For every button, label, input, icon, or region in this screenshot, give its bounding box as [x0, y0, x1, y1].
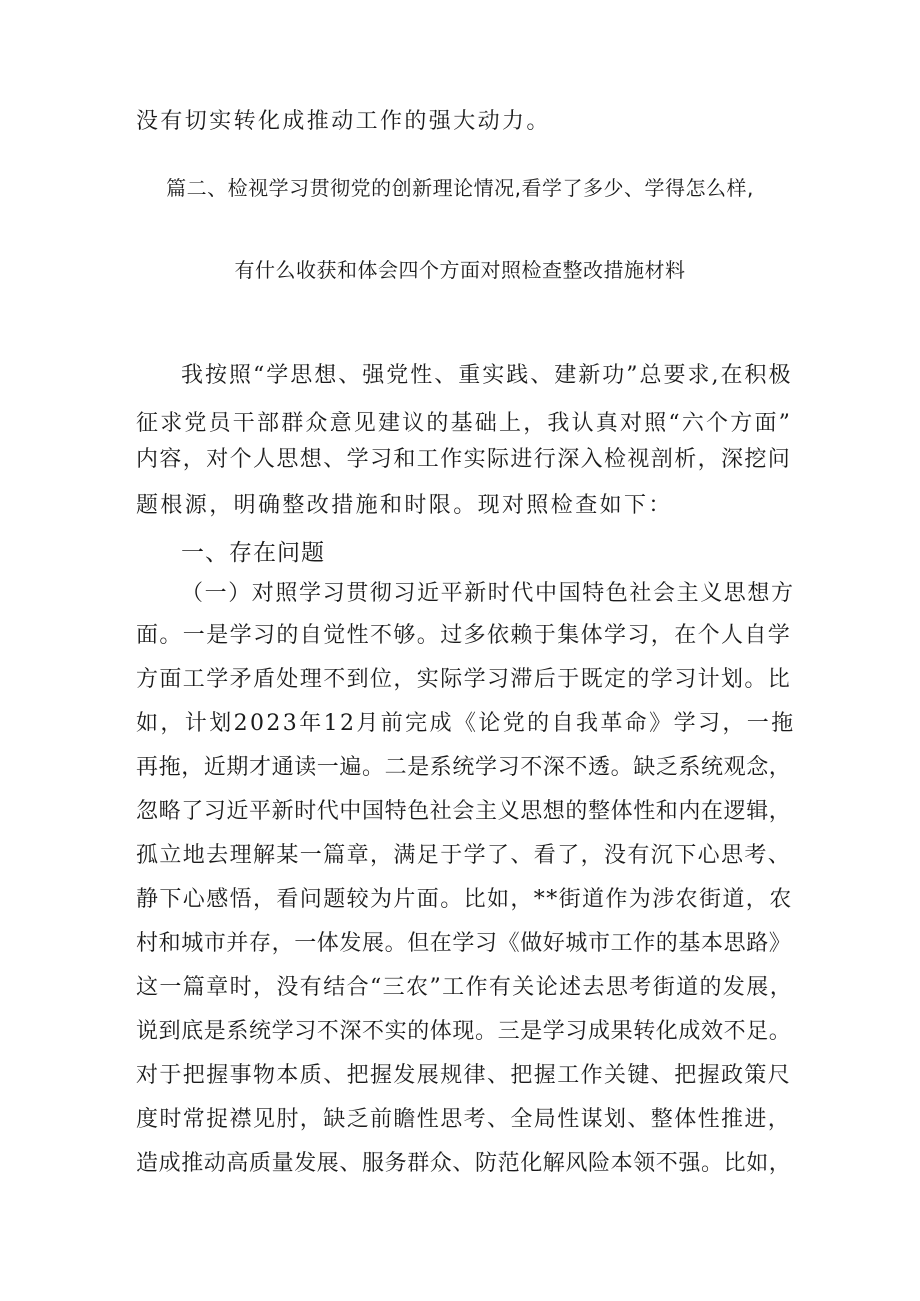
body-paragraph-line: 忽略了习近平新时代中国特色社会主义思想的整体性和内在逻辑， [136, 799, 792, 824]
body-paragraph-line: （一）对照学习贯彻习近平新时代中国特色社会主义思想方 [181, 581, 795, 606]
body-paragraph-line: 面。一是学习的自觉性不够。过多依赖于集体学习，在个人自学 [136, 623, 792, 648]
body-paragraph-line: 如，计划2023年12月前完成《论党的自我革命》学习，一拖 [136, 711, 796, 736]
intro-paragraph-line: 我按照“学思想、强党性、重实践、建新功”总要求,在积极 [181, 363, 793, 388]
body-paragraph-line: 度时常捉襟见肘，缺乏前瞻性思考、全局性谋划、整体性推进， [136, 1107, 792, 1132]
body-paragraph-line: 说到底是系统学习不深不实的体现。三是学习成果转化成效不足。 [136, 1019, 792, 1044]
body-paragraph-line: 造成推动高质量发展、服务群众、防范化解风险本领不强。比如， [136, 1151, 792, 1176]
document-title-line-1: 篇二、检视学习贯彻党的创新理论情况,看学了多少、学得怎么样, [166, 176, 754, 200]
intro-paragraph-line: 题根源，明确整改措施和时限。现对照检查如下： [136, 493, 673, 518]
body-paragraph-line: 方面工学矛盾处理不到位，实际学习滞后于既定的学习计划。比 [136, 667, 792, 692]
body-paragraph-line: 静下心感悟，看问题较为片面。比如，**街道作为涉农街道，农 [136, 887, 793, 912]
section-heading-existing-problems: 一、存在问题 [181, 540, 325, 566]
document-title-line-2: 有什么收获和体会四个方面对照检查整改措施材料 [234, 258, 686, 282]
body-paragraph-line: 对于把握事物本质、把握发展规律、把握工作关键、把握政策尺 [136, 1063, 792, 1088]
body-paragraph-line: 村和城市并存，一体发展。但在学习《做好城市工作的基本思路》 [136, 931, 792, 956]
body-paragraph-line: 这一篇章时，没有结合“三农”工作有关论述去思考街道的发展， [136, 975, 794, 1000]
body-paragraph-line: 孤立地去理解某一篇章，满足于学了、看了，没有沉下心思考、 [136, 843, 792, 868]
intro-paragraph-line: 内容，对个人思想、学习和工作实际进行深入检视剖析，深挖问 [136, 447, 792, 472]
continuation-line: 没有切实转化成推动工作的强大动力。 [136, 109, 551, 134]
body-paragraph-line: 再拖，近期才通读一遍。二是系统学习不深不透。缺乏系统观念， [136, 755, 792, 780]
intro-paragraph-line: 征求党员干部群众意见建议的基础上，我认真对照“六个方面” [136, 411, 793, 436]
